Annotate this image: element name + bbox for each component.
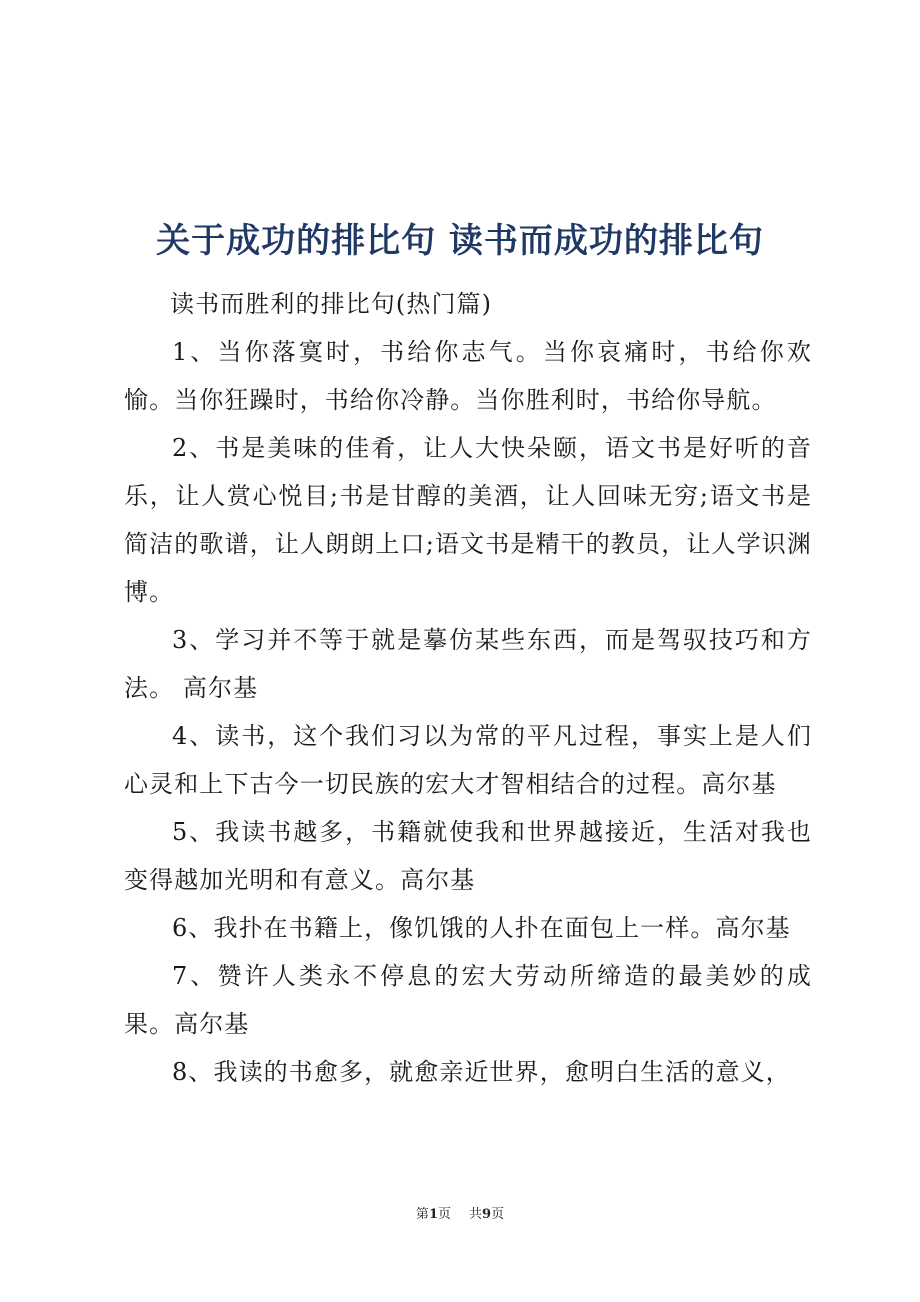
total-pages-label: 共9页 <box>469 1207 505 1222</box>
current-page-number: 1 <box>428 1207 438 1222</box>
paragraph-4: 4、读书，这个我们习以为常的平凡过程，事实上是人们心灵和上下古今一切民族的宏大才智相结合的过程。高尔基 <box>124 722 812 798</box>
document-body <box>124 280 812 1096</box>
paragraph-1: 1、当你落寞时，书给你志气。当你哀痛时，书给你欢愉。当你狂躁时，书给你冷静。当你胜利时，书给你导航。 <box>124 338 812 414</box>
paragraph-2: 2、书是美味的佳肴，让人大快朵颐，语文书是好听的音乐，让人赏心悦目;书是甘醇的美酒，让人回味无穷;语文书是简洁的歌谱，让人朗朗上口;语文书是精干的教员，让人学识渊博。 <box>124 434 812 606</box>
section-subheading: 读书而胜利的排比句(热门篇) <box>170 290 493 318</box>
document-title: 关于成功的排比句 读书而成功的排比句 <box>156 220 764 261</box>
page-number-label: 第1页 <box>415 1207 451 1222</box>
paragraph-8: 8、我读的书愈多，就愈亲近世界，愈明白生活的意义， <box>172 1058 791 1086</box>
paragraph-7: 7、赞许人类永不停息的宏大劳动所缔造的最美妙的成果。高尔基 <box>124 962 812 1038</box>
total-page-count: 9 <box>482 1207 492 1222</box>
paragraph-5: 5、我读书越多，书籍就使我和世界越接近，生活对我也变得越加光明和有意义。高尔基 <box>124 818 812 894</box>
paragraph-6: 6、我扑在书籍上，像饥饿的人扑在面包上一样。高尔基 <box>172 914 791 942</box>
page-footer <box>0 1206 920 1224</box>
paragraph-3: 3、学习并不等于就是摹仿某些东西，而是驾驭技巧和方法。 高尔基 <box>124 626 812 702</box>
